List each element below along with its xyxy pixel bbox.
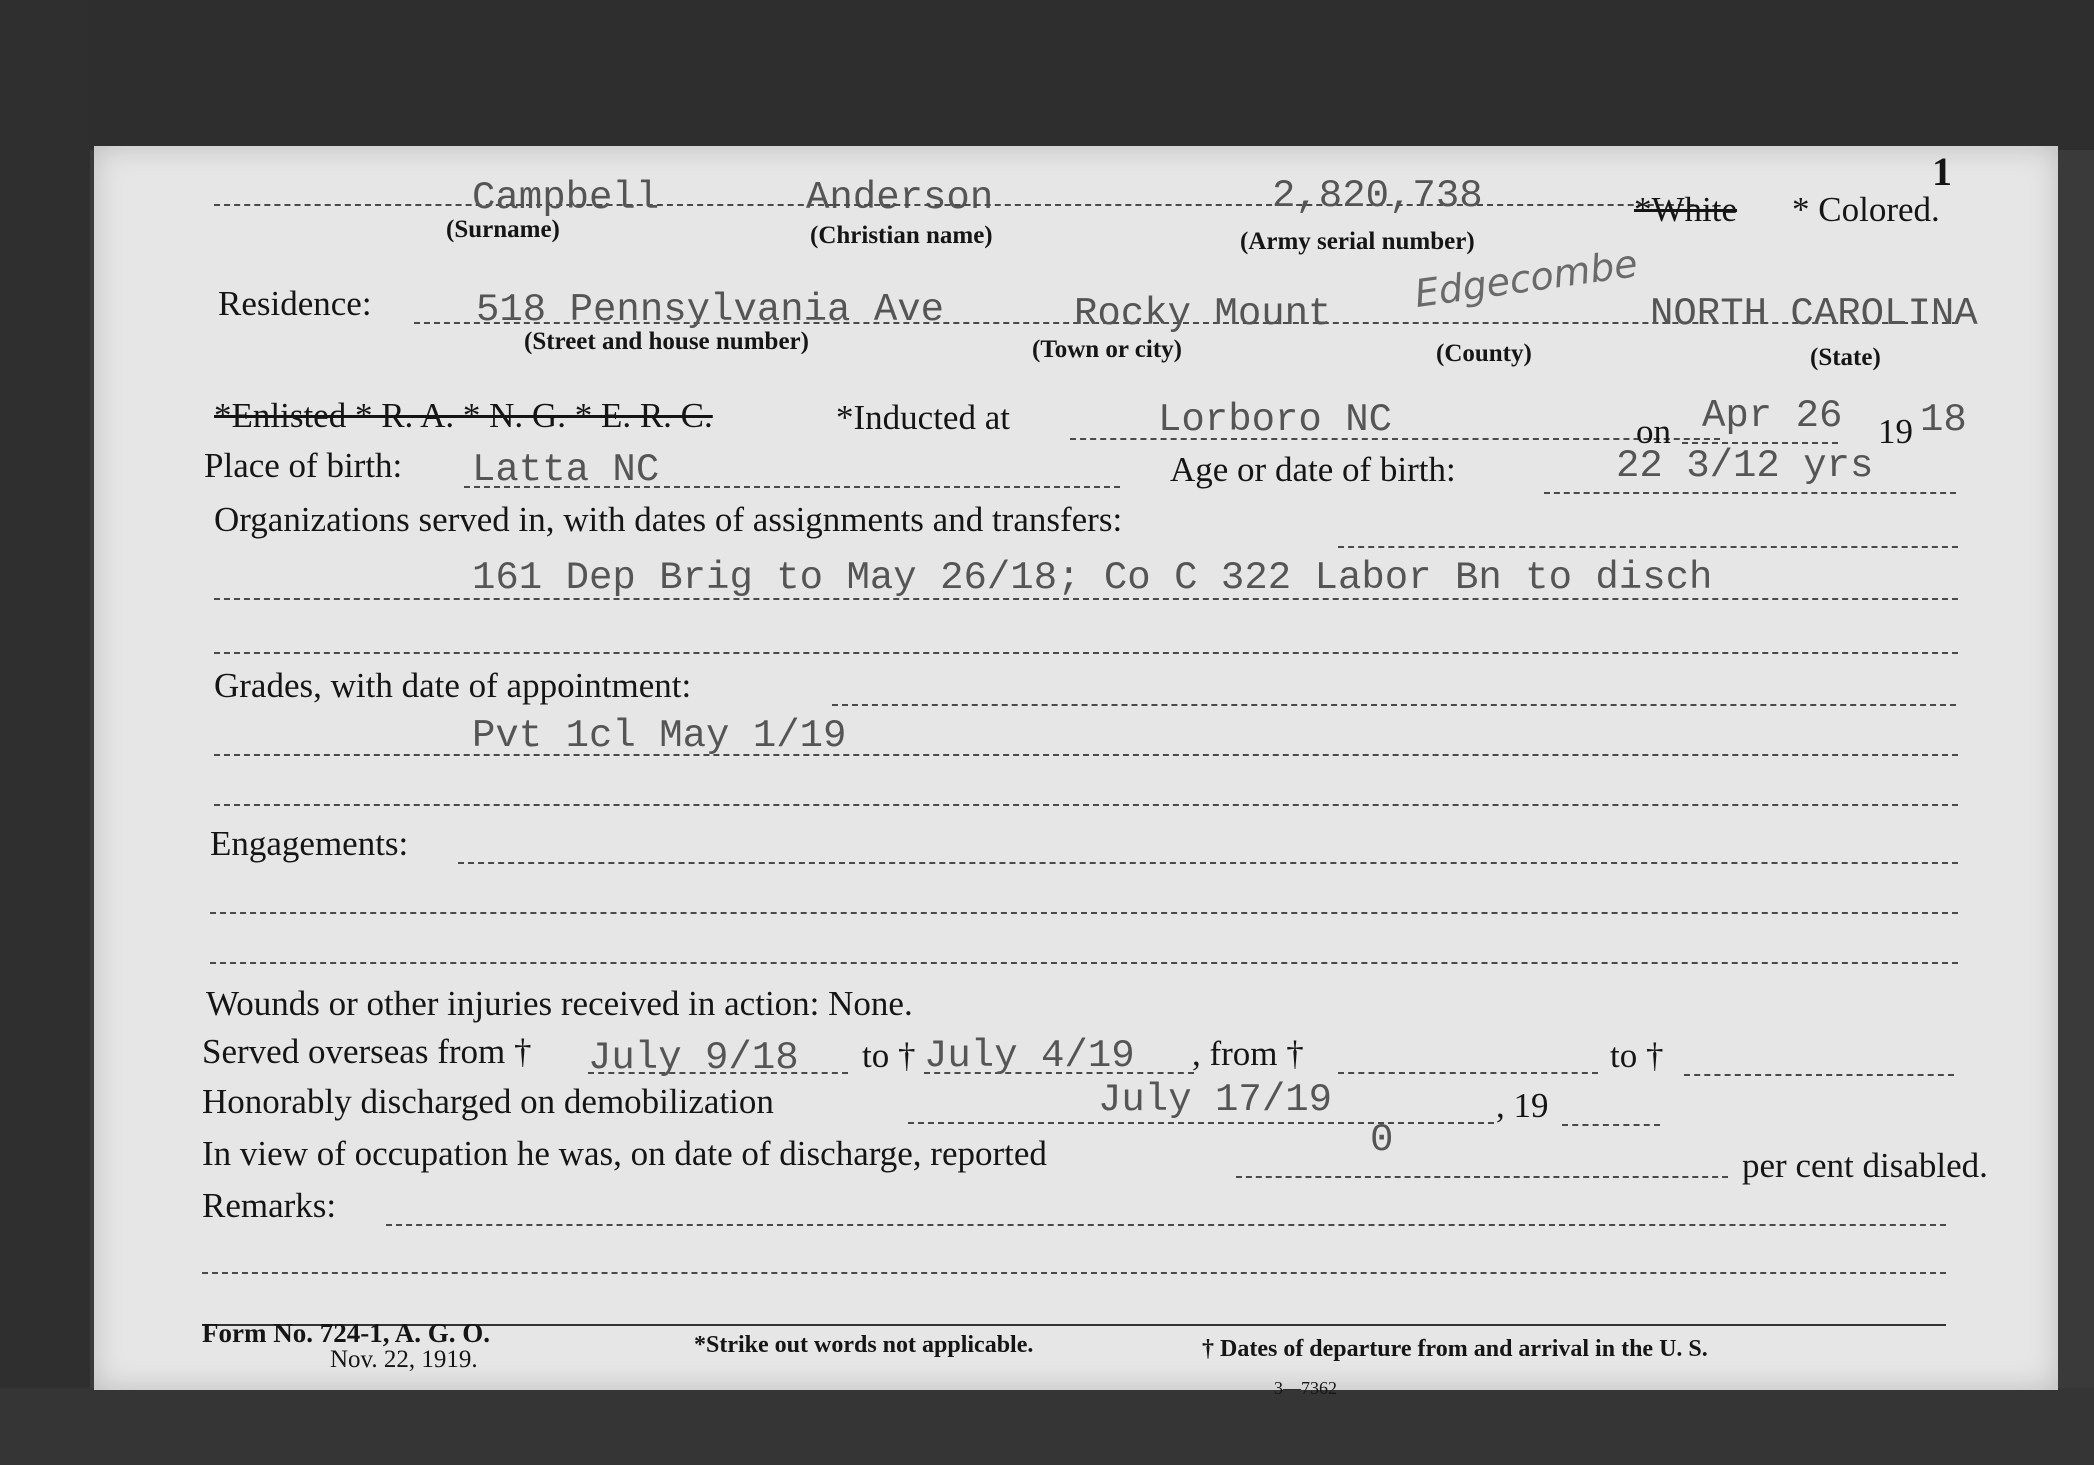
overseas-to2-label: to † (1610, 1036, 1664, 1075)
year-suffix-value: 18 (1920, 398, 1967, 442)
inducted-place-value: Lorboro NC (1158, 398, 1393, 442)
engagements-line-2 (210, 912, 1958, 914)
disability-line (1236, 1176, 1728, 1178)
white-option: *White (1634, 190, 1738, 229)
dark-background-top (0, 0, 2094, 150)
grades-label: Grades, with date of appointment: (214, 666, 692, 705)
engagements-line-3 (210, 962, 1958, 964)
age-label: Age or date of birth: (1170, 450, 1456, 489)
surname-caption: (Surname) (446, 216, 560, 243)
served-overseas-label: Served overseas from † (202, 1032, 532, 1071)
card-number: 1 (1932, 149, 1952, 194)
discharge-date-value: July 17/19 (1098, 1078, 1333, 1122)
town-caption: (Town or city) (1032, 336, 1182, 363)
disability-label: In view of occupation he was, on date of discharge, reported (202, 1134, 1047, 1173)
inducted-label: *Inducted at (836, 398, 1010, 437)
christian-name-caption: (Christian name) (810, 222, 993, 249)
town-value: Rocky Mount (1074, 292, 1332, 336)
wounds-label: Wounds or other injuries received in action: None. (206, 984, 913, 1023)
discharge-line (908, 1122, 1494, 1124)
county-caption: (County) (1436, 340, 1532, 367)
christian-name-value: Anderson (806, 176, 994, 220)
serial-line (834, 204, 1694, 206)
surname-value: Campbell (472, 176, 660, 220)
colored-option: * Colored. (1792, 190, 1940, 229)
residence-label: Residence: (218, 284, 372, 323)
overseas-from2-label: , from † (1192, 1034, 1304, 1073)
street-value: 518 Pennsylvania Ave (476, 288, 945, 332)
serial-number-value: 2,820,738 (1272, 174, 1483, 218)
grades-value: Pvt 1cl May 1/19 (472, 714, 847, 758)
age-line (1544, 492, 1956, 494)
dark-background-bottom (0, 1388, 2094, 1465)
remarks-line-1 (386, 1224, 1946, 1226)
engagements-label: Engagements: (210, 824, 409, 863)
form-number: Form No. 724-1, A. G. O. (202, 1318, 490, 1348)
on-label: on (1636, 412, 1671, 451)
county-value: Edgecombe (1411, 241, 1641, 316)
engagements-line-1 (458, 862, 1958, 864)
organizations-label: Organizations served in, with dates of assignments and transfers: (214, 500, 1123, 539)
dark-background-left (0, 0, 90, 1465)
year-prefix: 19 (1878, 412, 1913, 451)
state-value: NORTH CAROLINA (1650, 292, 1978, 336)
form-date: Nov. 22, 1919. (330, 1346, 478, 1373)
overseas-to-label: to † (862, 1036, 916, 1075)
place-of-birth-value: Latta NC (472, 448, 660, 492)
remarks-label: Remarks: (202, 1186, 337, 1225)
discharge-year-label: , 19 (1496, 1086, 1549, 1125)
overseas-to2-line (1684, 1074, 1954, 1076)
print-code: 3—7362 (1274, 1378, 1337, 1398)
record-card (94, 146, 2058, 1398)
disability-value: 0 (1370, 1118, 1394, 1162)
overseas-from-value: July 9/18 (588, 1036, 799, 1080)
street-caption: (Street and house number) (524, 328, 809, 355)
overseas-to-value: July 4/19 (924, 1034, 1135, 1078)
overseas-from2-line (1338, 1072, 1598, 1074)
remarks-line-2 (202, 1272, 1946, 1274)
serial-caption: (Army serial number) (1240, 228, 1475, 255)
state-caption: (State) (1810, 344, 1881, 371)
place-of-birth-label: Place of birth: (204, 446, 403, 485)
organizations-line-1 (1338, 546, 1958, 548)
discharge-label: Honorably discharged on demobilization (202, 1082, 774, 1121)
organizations-value: 161 Dep Brig to May 26/18; Co C 322 Labor Bn to disch (472, 556, 1713, 600)
organizations-line-3 (214, 652, 1958, 654)
dates-note: † Dates of departure from and arrival in the U. S. (1202, 1336, 1708, 1362)
grades-line-3 (214, 804, 1958, 806)
enlisted-options: *Enlisted * R. A. * N. G. * E. R. C. (214, 396, 713, 435)
discharge-year-line (1562, 1124, 1660, 1126)
grades-line-1 (832, 704, 1956, 706)
induction-date-value: Apr 26 (1702, 394, 1843, 438)
disability-suffix: per cent disabled. (1742, 1146, 1988, 1185)
age-value: 22 3/12 yrs (1616, 444, 1874, 488)
strike-note: *Strike out words not applicable. (694, 1332, 1034, 1358)
